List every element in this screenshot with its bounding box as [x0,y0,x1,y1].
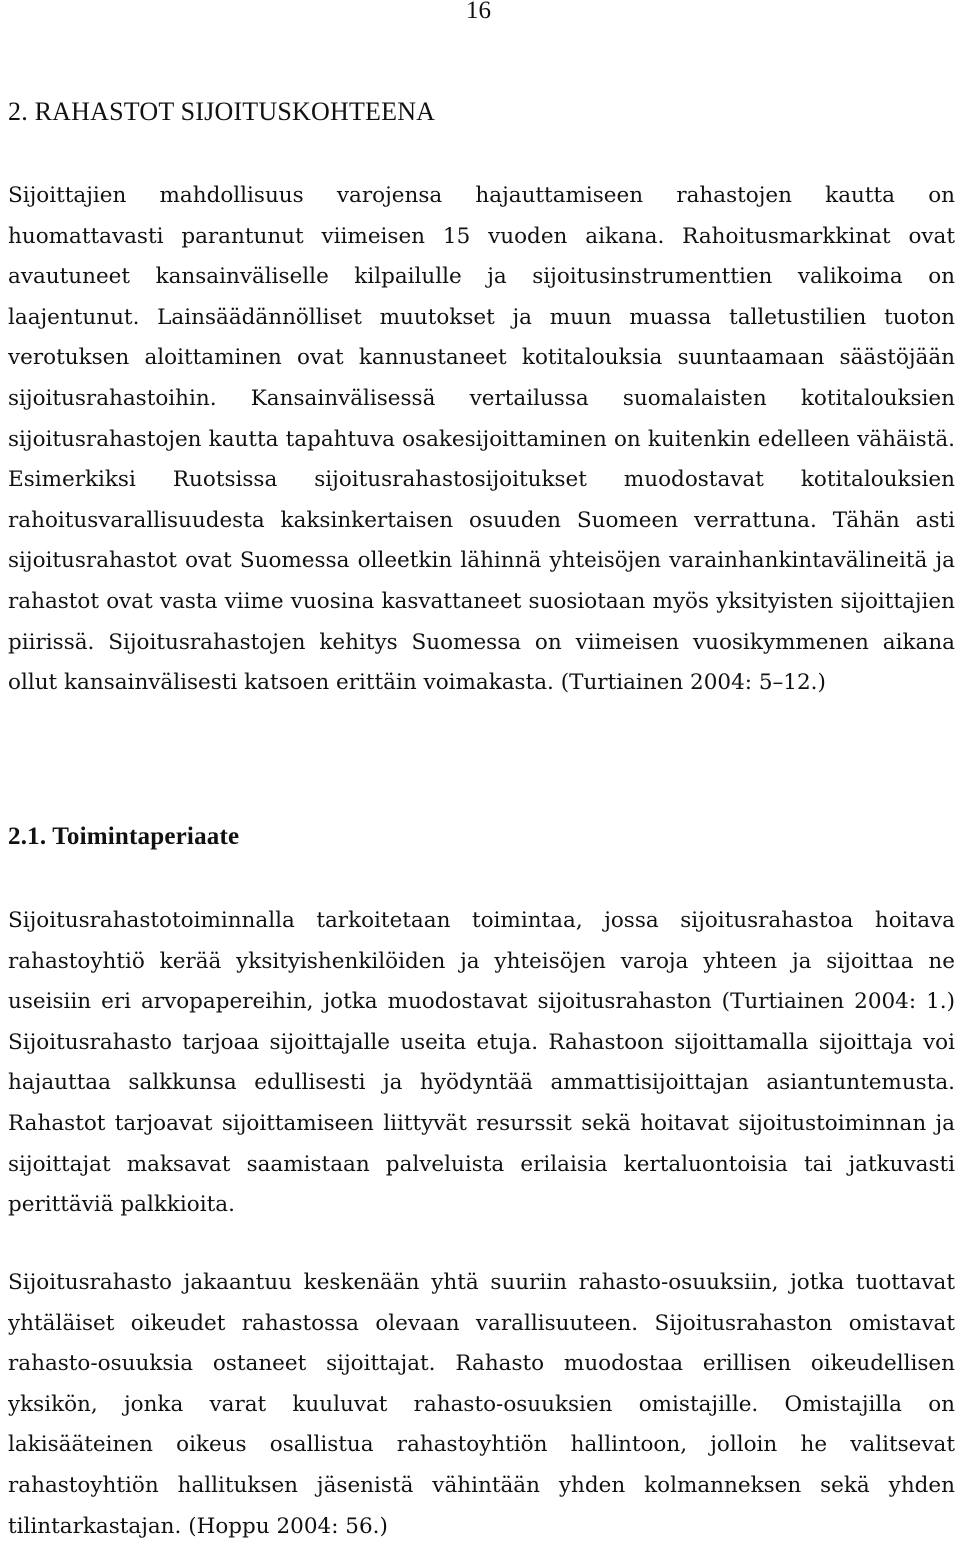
chapter-heading: 2. RAHASTOT SIJOITUSKOHTEENA [8,97,436,126]
body-paragraph: Sijoittajien mahdollisuus varojensa hajauttamiseen rahastojen kautta on huomattavasti parantunut viimeisen 15 vuoden aikana. Rahoitusmarkkinat ovat avautuneet kansainväliselle kilpailulle ja sijoitusinstrumenttien valikoima on laajentunut. Lainsäädännölliset muutokset ja muun muassa talletustilien tuoton verotuksen aloittaminen ovat kannustaneet kotitalouksia suuntaamaan säästöjään sijoitusrahastoihin. Kansainvälisessä vertailussa suomalaisten kotitalouksien sijoitusrahastojen kautta tapahtuva osakesijoittaminen on kuitenkin edelleen vähäistä. Esimerkiksi Ruotsissa sijoitusrahastosijoitukset muodostavat kotitalouksien rahoitusvarallisuudesta kaksinkertaisen osuuden Suomeen verrattuna. Tähän asti sijoitusrahastot ovat Suomessa olleetkin lähinnä yhteisöjen varainhankintavälineitä ja rahastot ovat vasta viime vuosina kasvattaneet suosiotaan myös yksityisten sijoittajien piirissä. Sijoitusrahastojen kehitys Suomessa on viimeisen vuosikymmenen aikana ollut kansainvälisesti katsoen erittäin voimakasta. (Turtiainen 2004: 5–12.) [8,183,955,696]
page-number: 16 [466,0,491,24]
section-heading: 2.1. Toimintaperiaate [8,823,240,850]
body-paragraph: Sijoitusrahastotoiminnalla tarkoitetaan toimintaa, jossa sijoitusrahastoa hoitava rahastoyhtiö kerää yksityishenkilöiden ja yhteisöjen varoja yhteen ja sijoittaa ne useisiin eri arvopapereihin, jotka muodostavat sijoitusrahaston (Turtiainen 2004: 1.) Sijoitusrahasto tarjoaa sijoittajalle useita etuja. Rahastoon sijoittamalla sijoittaja voi hajauttaa salkkunsa edullisesti ja hyödyntää ammattisijoittajan asiantuntemusta. Rahastot tarjoavat sijoittamiseen liittyvät resurssit sekä hoitavat sijoitustoiminnan ja sijoittajat maksavat saamistaan palveluista erilaisia kertaluontoisia tai jatkuvasti perittäviä palkkioita. [8,908,955,1218]
body-paragraph: Sijoitusrahasto jakaantuu keskenään yhtä suuriin rahasto-osuuksiin, jotka tuottavat yhtäläiset oikeudet rahastossa olevaan varallisuuteen. Sijoitusrahaston omistavat rahasto-osuuksia ostaneet sijoittajat. Rahasto muodostaa erillisen oikeudellisen yksikön, jonka varat kuuluvat rahasto-osuuksien omistajille. Omistajilla on lakisääteinen oikeus osallistua rahastoyhtiön hallintoon, jolloin he valitsevat rahastoyhtiön hallituksen jäsenistä vähintään yhden kolmanneksen sekä yhden tilintarkastajan. (Hoppu 2004: 56.) [8,1270,955,1539]
